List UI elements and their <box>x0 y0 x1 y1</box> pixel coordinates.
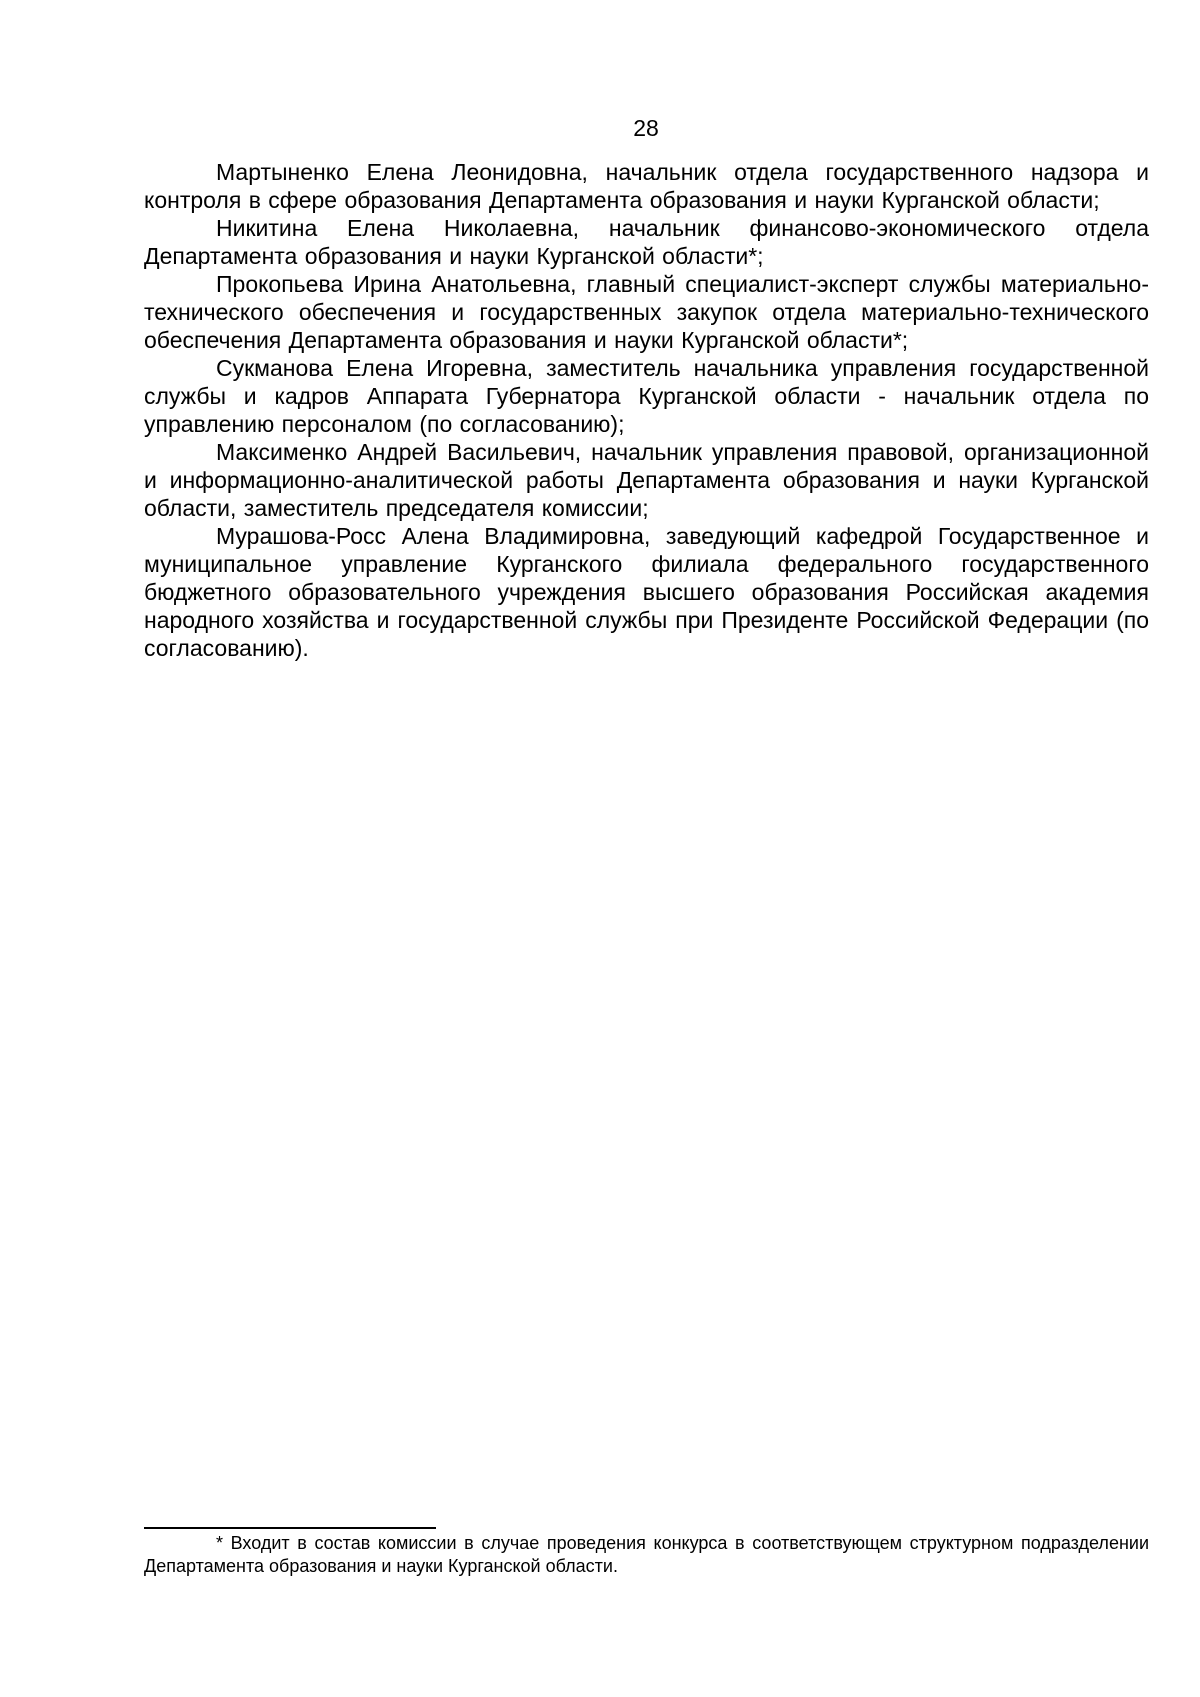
member-sukmanova: Сукманова Елена Игоревна, заместитель начальника управления государственной службы и кадров Аппарата Губернатора Курганской области - начальник отдела по управлению персоналом (по согласованию); <box>144 355 1149 437</box>
footnote-divider <box>144 1527 436 1529</box>
footnote: * Входит в состав комиссии в случае проведения конкурса в соответствующем структурном подразделении Департамента образования и науки Курганской области. <box>144 1533 1149 1576</box>
member-murashova-ross: Мурашова-Росс Алена Владимировна, заведующий кафедрой Государственное и муниципальное управление Курганского филиала федерального государственного бюджетного образовательного учреждения высшего образования Российская академия народного хозяйства и государственной службы при Президенте Российской Федерации (по согласованию). <box>144 523 1149 661</box>
member-maksimenko: Максименко Андрей Васильевич, начальник управления правовой, организационной и информационно-аналитической работы Департамента образования и науки Курганской области, заместитель председателя комиссии; <box>144 439 1149 521</box>
page-number: 28 <box>633 115 659 141</box>
member-prokopyeva: Прокопьева Ирина Анатольевна, главный специалист-эксперт службы материально-технического обеспечения и государственных закупок отдела материально-технического обеспечения Департамента образования и науки Курганской области*; <box>144 271 1149 353</box>
document-body <box>144 158 1149 662</box>
member-martynenko: Мартыненко Елена Леонидовна, начальник отдела государственного надзора и контроля в сфере образования Департамента образования и науки Курганской области; <box>144 159 1149 213</box>
member-nikitina: Никитина Елена Николаевна, начальник финансово-экономического отдела Департамента образования и науки Курганской области*; <box>144 215 1149 269</box>
